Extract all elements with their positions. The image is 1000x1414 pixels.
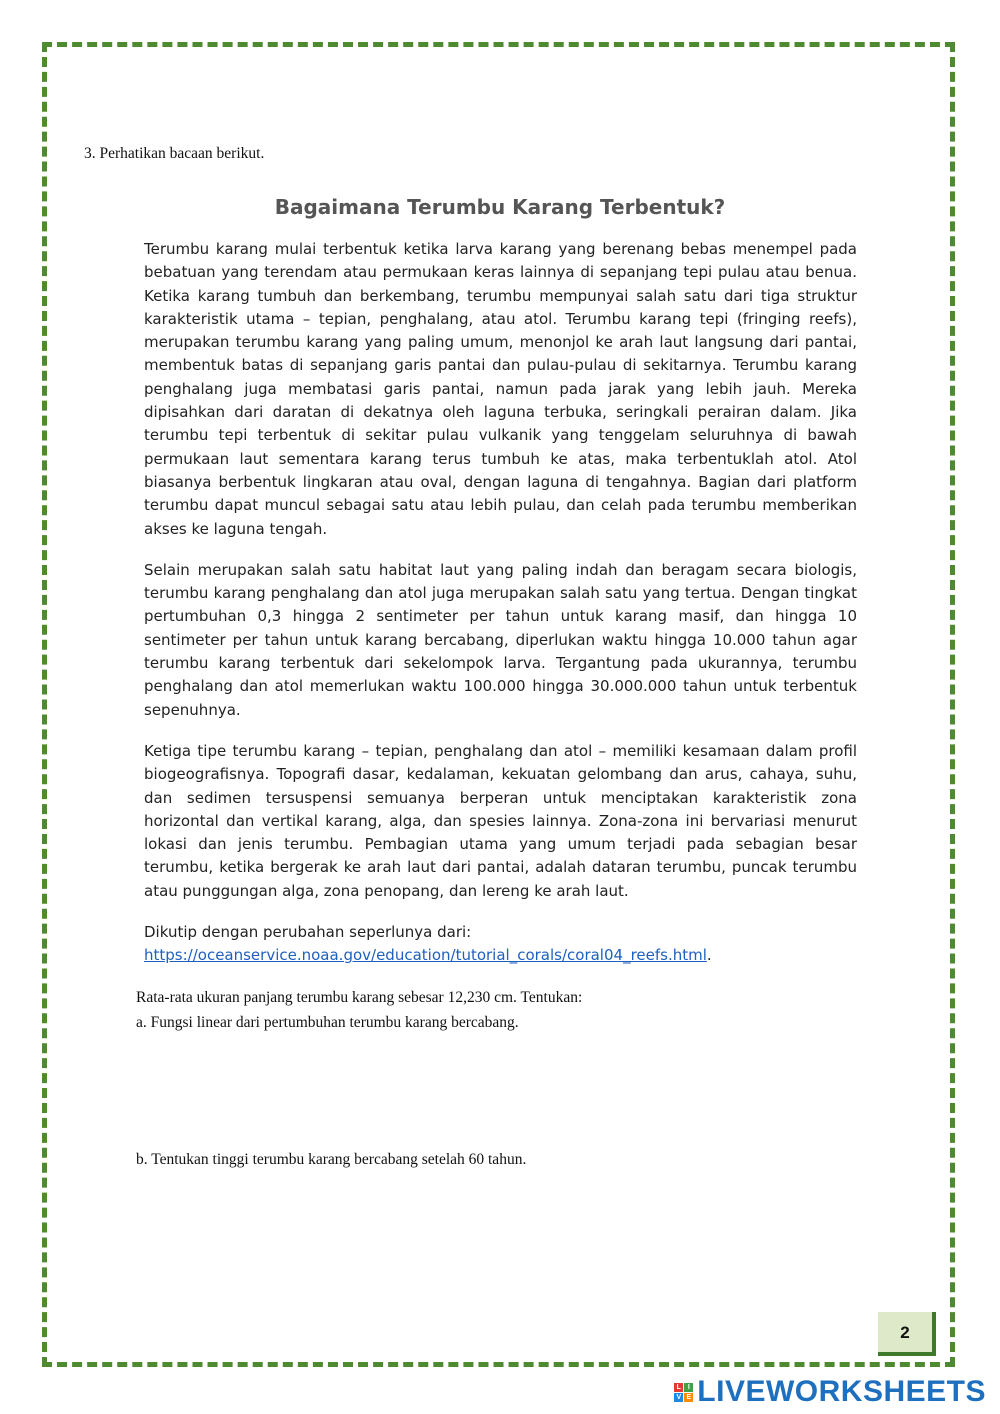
- question-intro: Rata-rata ukuran panjang terumbu karang sebesar 12,230 cm. Tentukan:: [136, 989, 583, 1006]
- liveworksheets-wordmark: LIVEWORKSHEETS: [697, 1375, 986, 1408]
- source-citation: [144, 921, 857, 968]
- source-link[interactable]: https://oceanservice.noaa.gov/education/tutorial_corals/coral04_reefs.html: [144, 946, 707, 965]
- answer-area-b[interactable]: [136, 1178, 856, 1278]
- answer-area-a[interactable]: [136, 1040, 856, 1140]
- source-prefix: Dikutip dengan perubahan seperlunya dari:: [144, 923, 472, 942]
- article-paragraph-2: Selain merupakan salah satu habitat laut yang paling indah dan beragam secara biologis, terumbu karang penghalang dan atol juga merupakan salah satu yang tertua. Dengan tingkat pertumbuhan 0,3 hingga 2 sentimeter per tahun untuk karang masif, dan hingga 10 sentimeter per tahun untuk karang bercabang, diperlukan waktu hingga 10.000 tahun agar terumbu karang terbentuk dari sekelompok larva. Tergantung pada ukurannya, terumbu penghalang dan atol memerlukan waktu 100.000 hingga 30.000.000 tahun untuk terbentuk sepenuhnya.: [144, 560, 857, 719]
- question-item-a: a. Fungsi linear dari pertumbuhan terumbu karang bercabang.: [136, 1014, 519, 1031]
- logo-letter-l: L: [674, 1383, 683, 1392]
- article-title: Bagaimana Terumbu Karang Terbentuk?: [274, 195, 726, 219]
- article-body: [144, 238, 857, 968]
- logo-letter-v: V: [674, 1393, 683, 1402]
- logo-letter-i: I: [684, 1383, 693, 1392]
- liveworksheets-icon: [674, 1383, 693, 1402]
- article-paragraph-1: Terumbu karang mulai terbentuk ketika larva karang yang berenang bebas menempel pada bebatuan yang terendam atau permukaan keras lainnya di sepanjang tepi pulau atau benua. Ketika karang tumbuh dan berkembang, terumbu mempunyai salah satu dari tiga struktur karakteristik utama – tepian, penghalang, atau atol. Terumbu karang tepi (fringing reefs), merupakan terumbu karang yang paling umum, menonjol ke arah laut langsung dari pantai, membentuk batas di sepanjang garis pantai dan pulau-pulau di sekitarnya. Terumbu karang penghalang juga membatasi garis pantai, namun pada jarak yang lebih jauh. Mereka dipisahkan dari daratan di dekatnya oleh laguna terbuka, seringkali perairan dalam. Jika terumbu tepi terbentuk di sekitar pulau vulkanik yang tenggelam seluruhnya di bawah permukaan laut sementara karang terus tumbuh ke atas, maka terbentuklah atol. Atol biasanya berbentuk lingkaran atau oval, dengan laguna di tengahnya. Bagian dari platform terumbu dapat muncul sebagai satu atau lebih pulau, dan celah pada terumbu memberikan akses ke laguna tengah.: [144, 240, 857, 538]
- page-number: 2: [878, 1312, 936, 1356]
- question-item-b: b. Tentukan tinggi terumbu karang bercabang setelah 60 tahun.: [136, 1151, 527, 1168]
- liveworksheets-logo: [674, 1375, 986, 1409]
- source-suffix: .: [706, 946, 712, 965]
- article-paragraph-3: Ketiga tipe terumbu karang – tepian, penghalang dan atol – memiliki kesamaan dalam profil biogeografisnya. Topografi dasar, kedalaman, kekuatan gelombang dan arus, cahaya, suhu, dan sedimen tersuspensi semuanya berperan untuk menciptakan karakteristik zona horizontal dan vertikal karang, alga, dan spesies lainnya. Zona-zona ini bervariasi menurut lokasi dan jenis terumbu. Pembagian utama yang umum terjadi pada sebagian besar terumbu, ketika bergerak ke arah laut dari pantai, adalah dataran terumbu, puncak terumbu atau punggungan alga, zona penopang, dan lereng ke arah laut.: [144, 741, 857, 900]
- question-number: 3. Perhatikan bacaan berikut.: [84, 145, 265, 162]
- logo-letter-e: E: [684, 1393, 693, 1402]
